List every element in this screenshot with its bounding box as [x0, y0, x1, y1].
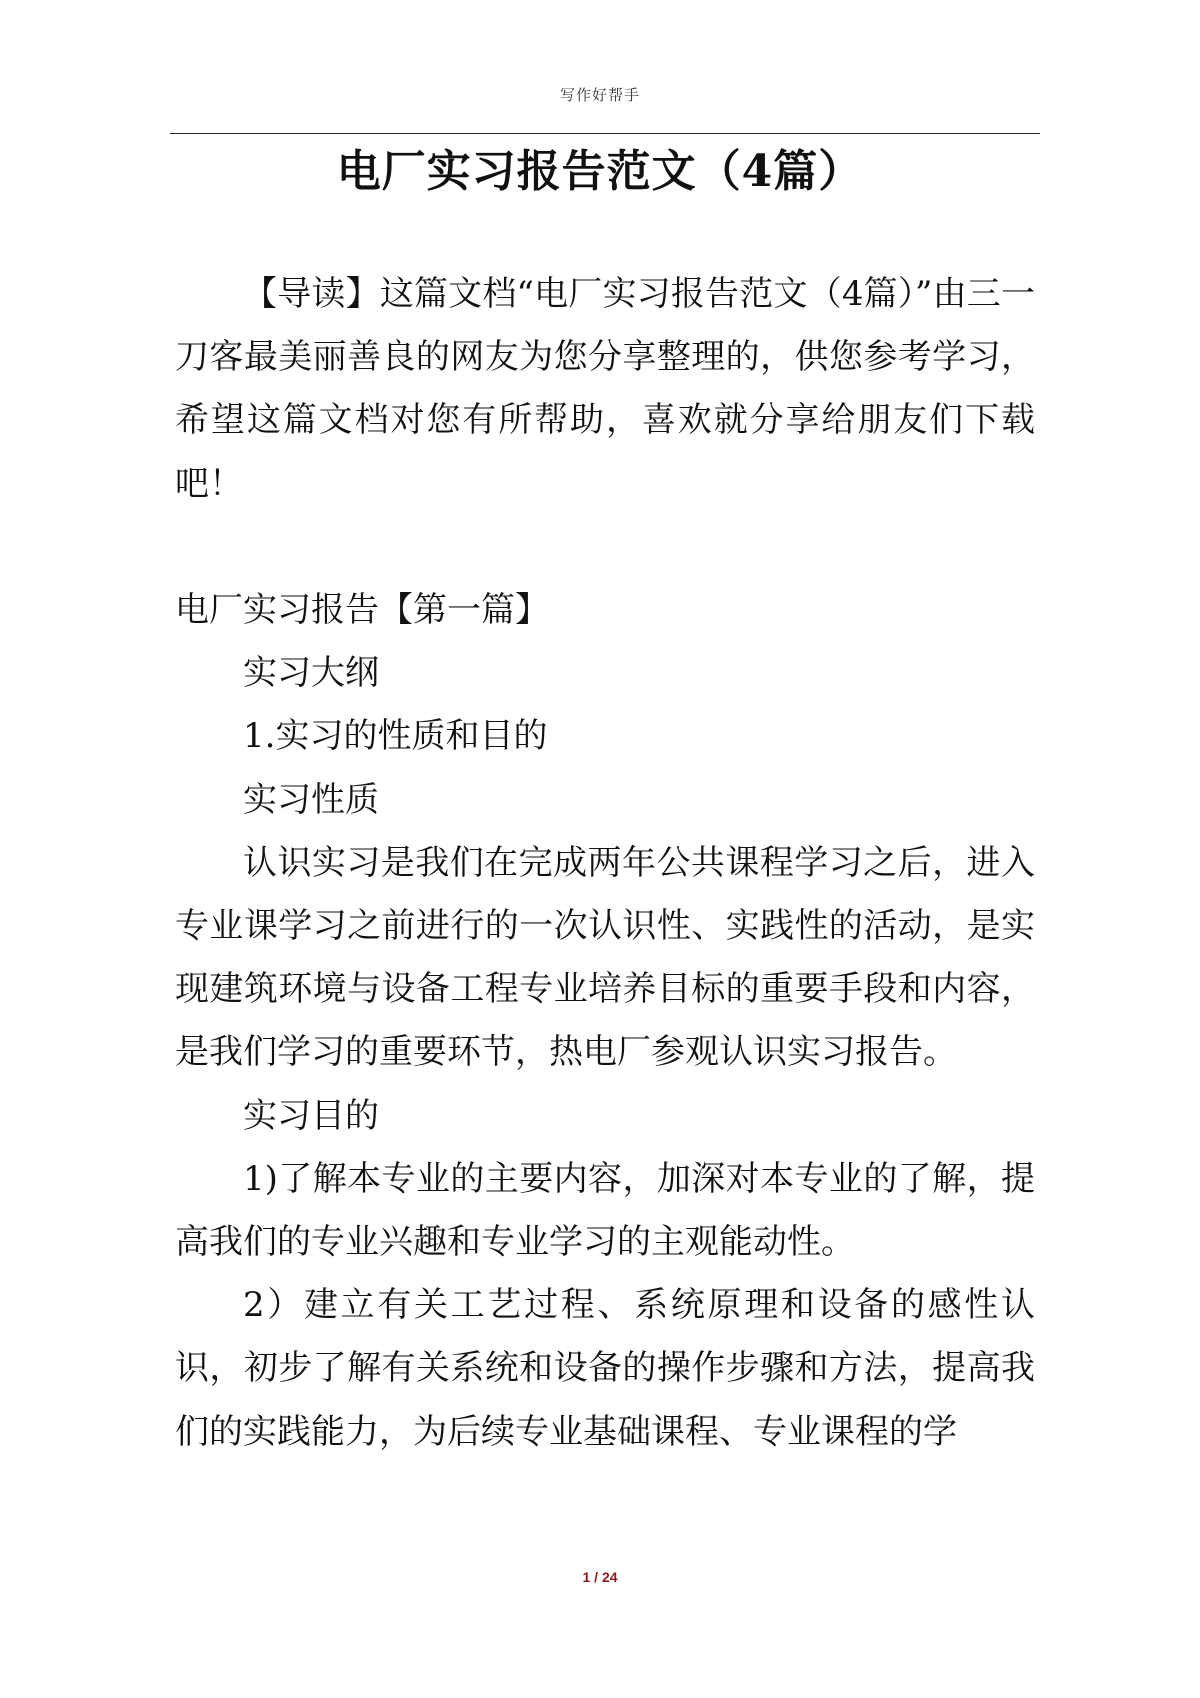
paragraph-nature-body: 认识实习是我们在完成两年公共课程学习之后，进入专业课学习之前进行的一次认识性、实践性的活动，是实现建筑环境与设备工程专业培养目标的重要手段和内容，是我们学习的重要环节，热电厂参观认识实习报告。 — [175, 842, 1035, 1073]
section-heading: 电厂实习报告【第一篇】 — [175, 590, 549, 630]
page-number: 1 / 24 — [582, 1569, 618, 1585]
paragraph-purpose-heading: 1.实习的性质和目的 — [243, 716, 548, 757]
paragraph-goal-heading: 实习目的 — [243, 1095, 379, 1136]
paragraph-goal-1: 1)了解本专业的主要内容，加深对本专业的了解，提高我们的专业兴趣和专业学习的主观能动性。 — [175, 1158, 1035, 1263]
paragraph-spacer — [175, 516, 1035, 579]
document-body — [175, 263, 1035, 1464]
intro-paragraph: 【导读】这篇文档“电厂实习报告范文（4篇）”由三一刀客最美丽善良的网友为您分享整理的，供您参考学习，希望这篇文档对您有所帮助，喜欢就分享给朋友们下载吧！ — [175, 274, 1035, 504]
document-title: 电厂实习报告范文（4篇） — [336, 146, 864, 197]
paragraph-goal-2: 2）建立有关工艺过程、系统原理和设备的感性认识，初步了解有关系统和设备的操作步骤和方法，提高我们的实践能力，为后续专业基础课程、专业课程的学 — [175, 1285, 1035, 1452]
running-header: 写作好帮手 — [559, 86, 640, 104]
paragraph-nature-heading: 实习性质 — [243, 779, 379, 820]
paragraph-outline-title: 实习大纲 — [243, 653, 379, 694]
header-divider — [170, 133, 1040, 134]
